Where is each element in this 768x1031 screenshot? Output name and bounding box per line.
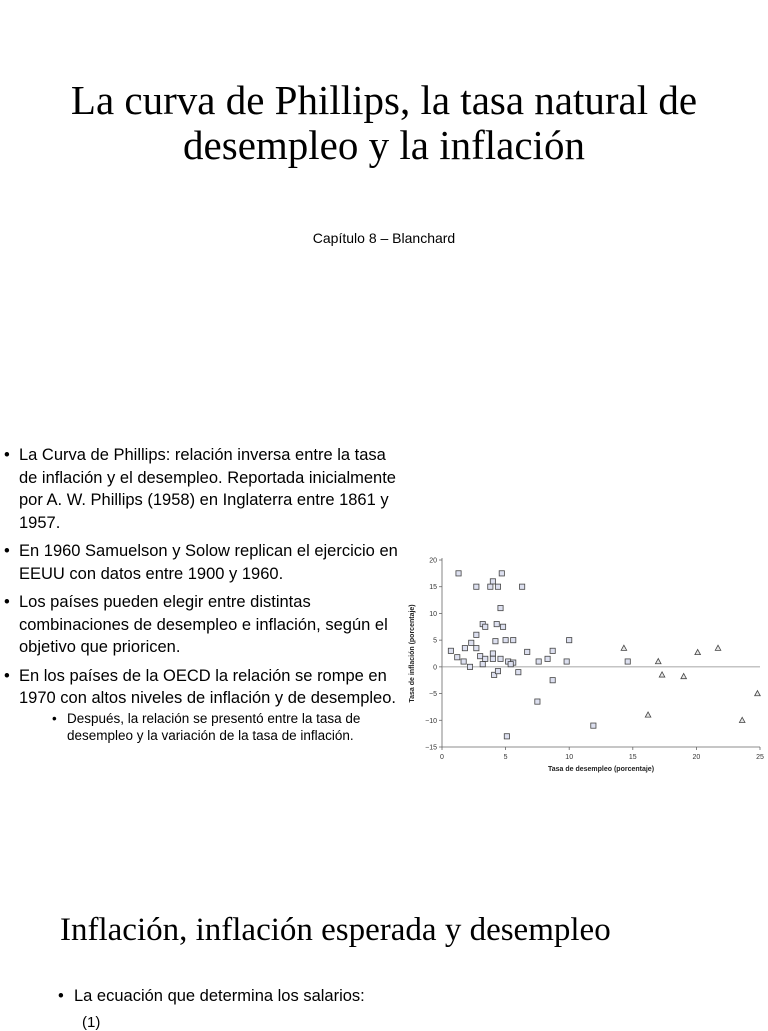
y-tick-label: 20 (429, 557, 437, 565)
data-point-square (591, 723, 596, 728)
data-point-square (504, 734, 509, 739)
x-tick-label: 0 (440, 754, 444, 761)
data-point-square (456, 571, 461, 576)
data-point-square (480, 662, 485, 667)
y-axis-label: Tasa de inflación (porcentaje) (409, 604, 416, 703)
data-point-square (545, 656, 550, 661)
data-point-triangle (655, 659, 661, 664)
data-point-square (508, 662, 513, 667)
data-point-square (625, 659, 630, 664)
data-point-square (474, 584, 479, 589)
data-point-square (467, 664, 472, 669)
data-point-square (495, 669, 500, 674)
data-point-square (483, 624, 488, 629)
data-point-square (455, 655, 460, 660)
x-axis-label: Tasa de desempleo (porcentaje) (547, 766, 655, 773)
data-point-square (474, 646, 479, 651)
phillips-scatter-chart (405, 550, 765, 780)
data-point-square (478, 654, 483, 659)
y-tick-label: −5 (429, 691, 437, 699)
data-point-triangle (681, 673, 687, 678)
data-point-square (536, 659, 541, 664)
data-point-square (498, 656, 503, 661)
x-tick-label: 15 (628, 754, 637, 761)
data-point-square (462, 646, 467, 651)
data-point-triangle (739, 717, 745, 722)
data-point-square (567, 638, 572, 643)
data-point-square (493, 639, 498, 644)
data-point-square (525, 649, 530, 654)
data-point-triangle (695, 649, 701, 654)
data-point-square (490, 579, 495, 584)
data-point-square (494, 622, 499, 627)
sub-bullet-list (19, 710, 405, 744)
data-point-square (495, 584, 500, 589)
bullet-item: • La Curva de Phillips: relación inversa entre la tasa de inflación y el desempleo. Reportada inicialmente por A. W. Phillips (1958) en Inglaterra entre 1861 y 1957. (0, 444, 405, 534)
data-point-square (490, 651, 495, 656)
data-point-square (488, 584, 493, 589)
bullet-item: • En 1960 Samuelson y Solow replican el ejercicio en EEUU con datos entre 1900 y 1960. (0, 540, 405, 585)
y-tick-label: −15 (425, 744, 437, 752)
data-point-square (469, 640, 474, 645)
sub-bullet-item: • Después, la relación se presentó entre la tasa de desempleo y la variación de la tasa de inflación. (19, 710, 405, 744)
data-point-square (474, 632, 479, 637)
data-point-square (520, 584, 525, 589)
data-point-square (499, 571, 504, 576)
data-point-square (550, 648, 555, 653)
data-point-triangle (659, 672, 665, 677)
data-point-square (550, 678, 555, 683)
data-point-square (516, 670, 521, 675)
data-point-triangle (645, 712, 651, 717)
slide-2-title: Inflación, inflación esperada y desempleo (60, 912, 611, 948)
x-tick-label: 5 (503, 754, 508, 761)
y-tick-label: −10 (425, 717, 437, 725)
y-tick-label: 10 (429, 610, 437, 618)
data-point-square (500, 624, 505, 629)
y-tick-label: 15 (429, 584, 437, 592)
bullet-item-oecd (0, 665, 405, 744)
data-point-triangle (755, 691, 761, 696)
x-tick-label: 20 (692, 754, 701, 761)
data-point-square (448, 648, 453, 653)
data-point-square (461, 659, 466, 664)
bullet-list (0, 444, 405, 750)
y-tick-label: 5 (433, 637, 437, 645)
data-point-square (483, 656, 488, 661)
x-tick-label: 25 (756, 754, 764, 761)
data-point-square (503, 638, 508, 643)
y-tick-label: 0 (433, 664, 437, 672)
slide-1-subtitle: Capítulo 8 – Blanchard (312, 230, 456, 246)
bullet-text: En los países de la OECD la relación se rompe en 1970 con altos niveles de inflación y de desempleo. (19, 666, 396, 707)
equation-label: (1) (82, 1014, 101, 1031)
data-point-square (498, 605, 503, 610)
data-point-square (535, 699, 540, 704)
data-point-triangle (621, 645, 627, 650)
data-point-square (511, 638, 516, 643)
bullet-item: • Los países pueden elegir entre distintas combinaciones de desempleo e inflación, según el objetivo que prioricen. (0, 591, 405, 659)
data-point-square (490, 656, 495, 661)
x-tick-label: 10 (565, 754, 574, 761)
slide-2-bullet: • La ecuación que determina los salarios: (58, 985, 365, 1007)
data-point-triangle (715, 645, 721, 650)
slide-1-title: La curva de Phillips, la tasa natural de desempleo y la inflación (70, 77, 698, 168)
data-point-square (564, 659, 569, 664)
